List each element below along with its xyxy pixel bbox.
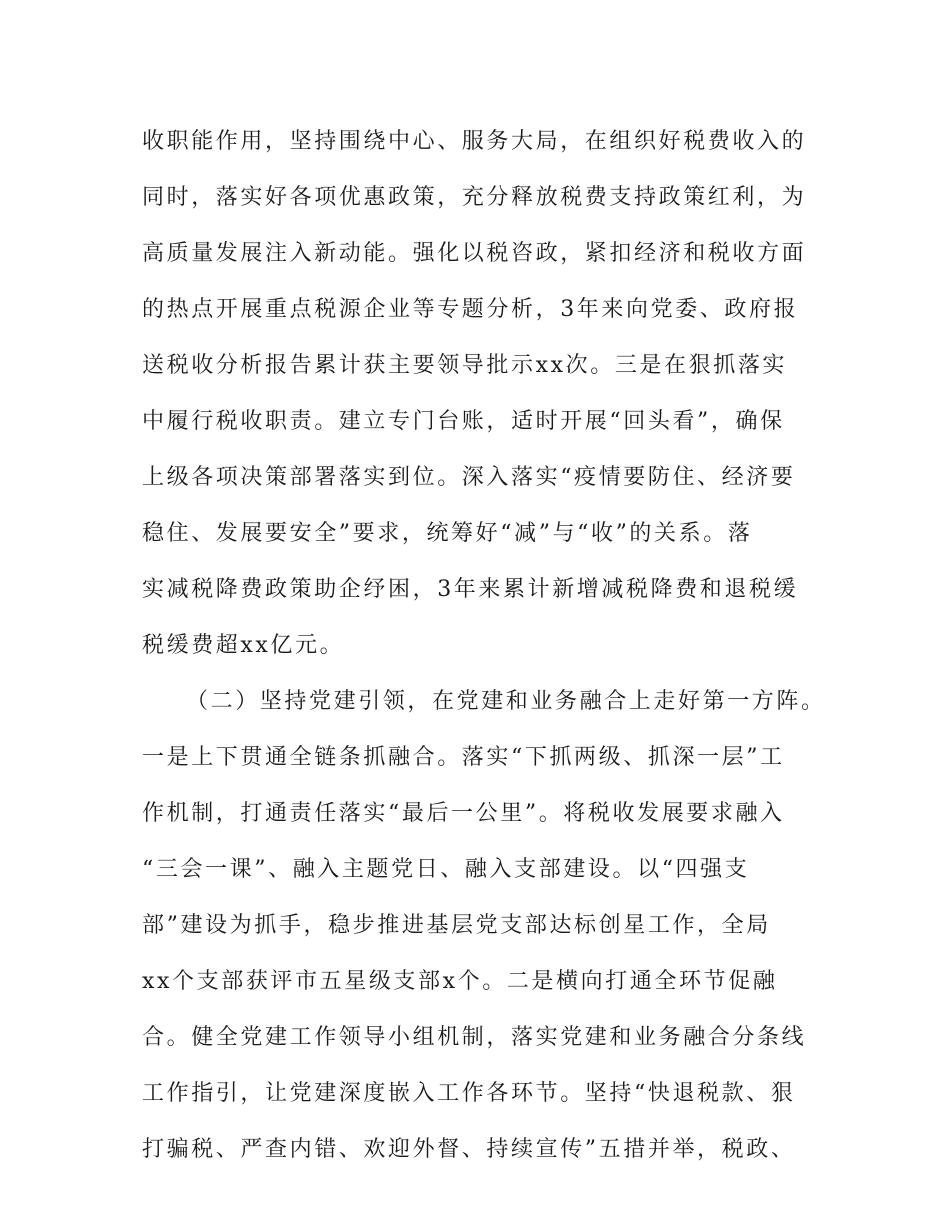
paragraph-2-line-8: 工作指引，让党建深度嵌入工作各环节。坚持“快退税款、狠 (142, 1081, 796, 1106)
paragraph-1-line-9: 实减税降费政策助企纾困，3年来累计新增减税降费和退税缓 (142, 577, 799, 602)
paragraph-1-line-2: 同时，落实好各项优惠政策，充分释放税费支持政策红利，为 (142, 185, 807, 210)
paragraph-2-line-4: “三会一课”、融入主题党日、融入支部建设。以“四强支 (142, 857, 750, 882)
paragraph-2-line-2: 一是上下贯通全链条抓融合。落实“下抓两级、抓深一层”工 (142, 745, 785, 770)
paragraph-2-line-7: 合。健全党建工作领导小组机制，落实党建和业务融合分条线 (142, 1025, 807, 1050)
paragraph-2-line-3: 作机制，打通责任落实“最后一公里”。将税收发展要求融入 (142, 801, 785, 826)
paragraph-1-line-4: 的热点开展重点税源企业等专题分析，3年来向党委、政府报 (142, 297, 799, 322)
paragraph-1-line-1: 收职能作用，坚持围绕中心、服务大局，在组织好税费收入的 (142, 129, 807, 154)
paragraph-1-line-5: 送税收分析报告累计获主要领导批示xx次。三是在狠抓落实 (142, 353, 788, 378)
paragraph-2-line-6: xx个支部获评市五星级支部x个。二是横向打通全环节促融 (142, 969, 778, 994)
paragraph-2-line-9: 打骗税、严查内错、欢迎外督、持续宣传”五措并举，税政、 (142, 1137, 796, 1162)
paragraph-1-line-7: 上级各项决策部署落实到位。深入落实“疫情要防住、经济要 (142, 465, 796, 490)
paragraph-2-heading-line: （二）坚持党建引领，在党建和业务融合上走好第一方阵。 (186, 689, 826, 714)
paragraph-1-line-3: 高质量发展注入新动能。强化以税咨政，紧扣经济和税收方面 (142, 241, 807, 266)
paragraph-1-line-10: 税缓费超xx亿元。 (142, 633, 345, 658)
paragraph-1-line-8: 稳住、发展要安全”要求，统筹好“减”与“收”的关系。落 (142, 521, 753, 546)
paragraph-2-line-5: 部”建设为抓手，稳步推进基层党支部达标创星工作，全局 (142, 913, 771, 938)
paragraph-1-line-6: 中履行税收职责。建立专门台账，适时开展“回头看”，确保 (142, 409, 785, 434)
